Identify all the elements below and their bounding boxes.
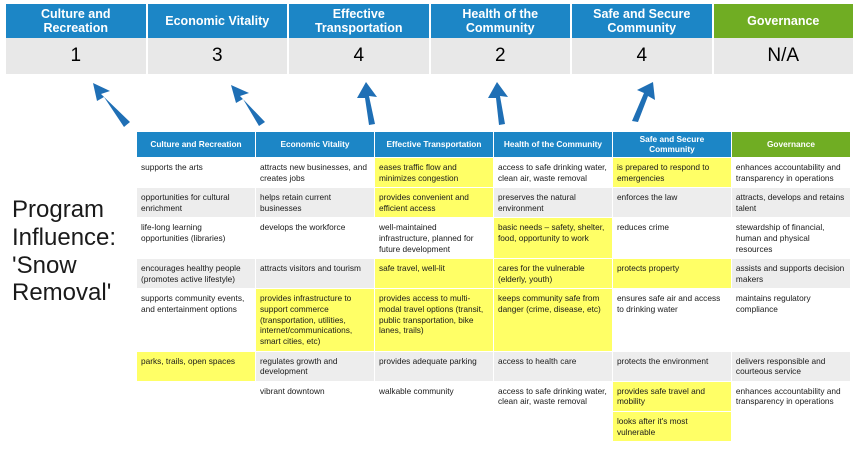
priority-summary-band (6, 4, 853, 74)
priority-score-safe-and-secure-community: 4 (572, 38, 714, 74)
matrix-cell: attracts, develops and retains talent (731, 188, 850, 218)
matrix-cell: safe travel, well-lit (374, 259, 493, 289)
matrix-cell: enforces the law (612, 188, 731, 218)
influence-arrows-group (0, 74, 859, 132)
influence-arrow-3 (357, 82, 377, 125)
matrix-header-culture-and-recreation: Culture and Recreation (137, 132, 256, 158)
matrix-cell: keeps community safe from danger (crime, disease, etc) (493, 289, 612, 351)
priority-score-culture-and-recreation: 1 (6, 38, 148, 74)
influence-arrow-4 (488, 82, 508, 125)
priority-score-effective-transportation: 4 (289, 38, 431, 74)
matrix-cell: stewardship of financial, human and physical resources (731, 218, 850, 259)
matrix-cell: regulates growth and development (255, 351, 374, 381)
matrix-cell: attracts new businesses, and creates jobs (255, 158, 374, 188)
matrix-cell: supports the arts (137, 158, 256, 188)
matrix-header-economic-vitality: Economic Vitality (255, 132, 374, 158)
matrix-row (137, 351, 851, 381)
priority-header-governance: Governance (714, 4, 854, 38)
matrix-cell: assists and supports decision makers (731, 259, 850, 289)
matrix-cell: provides access to multi-modal travel options (transit, public transportation, bike lanes, trails) (374, 289, 493, 351)
matrix-cell (731, 411, 850, 441)
influence-arrow-1 (93, 83, 130, 127)
matrix-cell: provides adequate parking (374, 351, 493, 381)
matrix-cell: preserves the natural environment (493, 188, 612, 218)
matrix-body (137, 158, 851, 442)
priority-header-economic-vitality: Economic Vitality (148, 4, 290, 38)
matrix-header-row (137, 132, 851, 158)
matrix-row (137, 411, 851, 441)
matrix-cell: protects the environment (612, 351, 731, 381)
matrix-cell: reduces crime (612, 218, 731, 259)
matrix-cell: parks, trails, open spaces (137, 351, 256, 381)
matrix-cell: provides infrastructure to support commerce (transportation, utilities, internet/communications, smart cities, etc) (255, 289, 374, 351)
matrix-cell: develops the workforce (255, 218, 374, 259)
matrix-cell: well-maintained infrastructure, planned for future development (374, 218, 493, 259)
matrix-header-governance: Governance (731, 132, 850, 158)
priority-header-effective-transportation: Effective Transportation (289, 4, 431, 38)
priority-score-governance: N/A (767, 45, 800, 66)
matrix-cell: ensures safe air and access to drinking water (612, 289, 731, 351)
matrix-row (137, 158, 851, 188)
matrix-cell: provides safe travel and mobility (612, 381, 731, 411)
matrix-cell: access to safe drinking water, clean air, waste removal (493, 381, 612, 411)
matrix-cell: walkable community (374, 381, 493, 411)
matrix-cell (137, 411, 256, 441)
matrix-row (137, 259, 851, 289)
matrix-cell (255, 411, 374, 441)
matrix-cell: access to health care (493, 351, 612, 381)
influence-arrow-5 (632, 82, 655, 122)
priority-header-row (6, 4, 853, 38)
matrix-cell: cares for the vulnerable (elderly, youth) (493, 259, 612, 289)
matrix-cell: protects property (612, 259, 731, 289)
matrix-cell: attracts visitors and tourism (255, 259, 374, 289)
matrix-cell: enhances accountability and transparency in operations (731, 381, 850, 411)
priority-header-safe-and-secure-community: Safe and Secure Community (572, 4, 714, 38)
matrix-cell (493, 411, 612, 441)
priority-score-row (6, 38, 853, 74)
matrix-cell: enhances accountability and transparency in operations (731, 158, 850, 188)
matrix-row (137, 381, 851, 411)
matrix-cell: eases traffic flow and minimizes congestion (374, 158, 493, 188)
priority-header-health-of-the-community: Health of the Community (431, 4, 573, 38)
matrix-cell: is prepared to respond to emergencies (612, 158, 731, 188)
matrix-header-safe-and-secure-community: Safe and Secure Community (612, 132, 731, 158)
priority-header-culture-and-recreation: Culture and Recreation (6, 4, 148, 38)
matrix-cell (137, 381, 256, 411)
matrix-cell: basic needs – safety, shelter, food, opportunity to work (493, 218, 612, 259)
matrix-row (137, 289, 851, 351)
matrix-row (137, 218, 851, 259)
matrix-cell: opportunities for cultural enrichment (137, 188, 256, 218)
matrix-cell: supports community events, and entertainment options (137, 289, 256, 351)
matrix-cell: delivers responsible and courteous service (731, 351, 850, 381)
matrix-cell: life-long learning opportunities (libraries) (137, 218, 256, 259)
matrix-cell: looks after it's most vulnerable (612, 411, 731, 441)
matrix-cell: maintains regulatory compliance (731, 289, 850, 351)
matrix-cell: helps retain current businesses (255, 188, 374, 218)
priority-score-health-of-the-community: 2 (431, 38, 573, 74)
matrix-row (137, 188, 851, 218)
matrix-cell: vibrant downtown (255, 381, 374, 411)
matrix-cell: provides convenient and efficient access (374, 188, 493, 218)
matrix-cell: access to safe drinking water, clean air, waste removal (493, 158, 612, 188)
outcomes-matrix (136, 131, 851, 442)
matrix-cell: encourages healthy people (promotes active lifestyle) (137, 259, 256, 289)
influence-arrow-2 (231, 85, 265, 126)
priority-score-economic-vitality: 3 (148, 38, 290, 74)
program-influence-caption: Program Influence: 'Snow Removal' (12, 196, 117, 307)
matrix-header-health-of-the-community: Health of the Community (493, 132, 612, 158)
matrix-header-effective-transportation: Effective Transportation (374, 132, 493, 158)
matrix-cell (374, 411, 493, 441)
